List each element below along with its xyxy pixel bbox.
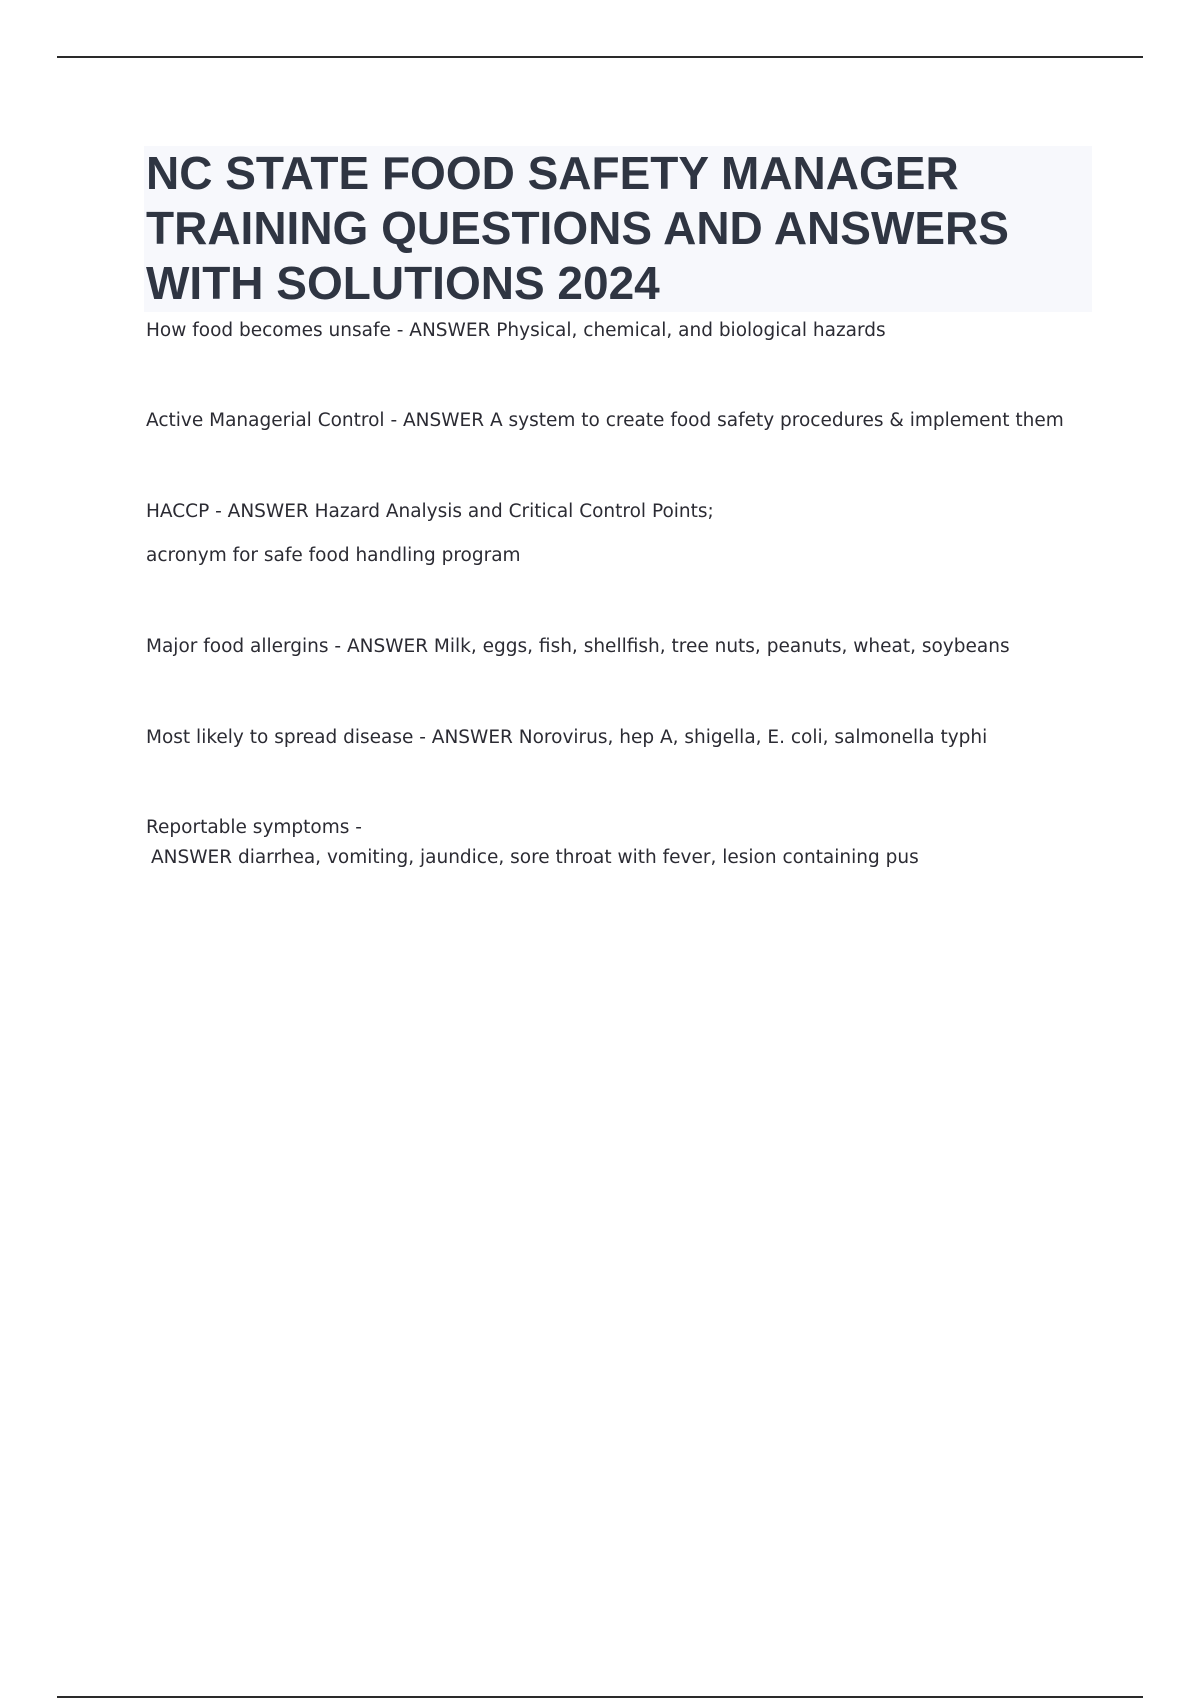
top-rule xyxy=(57,56,1143,58)
qa-text: Reportable symptoms - xyxy=(146,817,362,838)
qa-entry xyxy=(146,316,886,346)
qa-entry xyxy=(146,497,714,571)
qa-text: How food becomes unsafe - ANSWER Physical, chemical, and biological hazards xyxy=(146,320,886,341)
title-line: NC STATE FOOD SAFETY MANAGER xyxy=(146,147,959,199)
qa-text: Major food allergins - ANSWER Milk, eggs, fish, shellfish, tree nuts, peanuts, wheat, soybeans xyxy=(146,636,1010,657)
title-block xyxy=(144,146,1092,312)
qa-text: HACCP - ANSWER Hazard Analysis and Critical Control Points; xyxy=(146,501,714,522)
qa-entry xyxy=(146,406,1064,436)
qa-text-continued: ANSWER diarrhea, vomiting, jaundice, sore throat with fever, lesion containing pus xyxy=(151,847,919,868)
qa-text: Most likely to spread disease - ANSWER Norovirus, hep A, shigella, E. coli, salmonella typhi xyxy=(146,727,988,748)
document-title xyxy=(144,146,1092,311)
qa-text: Active Managerial Control - ANSWER A system to create food safety procedures & implement them xyxy=(146,410,1064,431)
bottom-rule xyxy=(57,1696,1143,1698)
qa-entry xyxy=(146,813,919,873)
title-line: TRAINING QUESTIONS AND ANSWERS xyxy=(146,202,1009,254)
title-line: WITH SOLUTIONS 2024 xyxy=(146,257,660,309)
qa-text-continued: acronym for safe food handling program xyxy=(146,545,521,566)
qa-entry xyxy=(146,723,987,753)
qa-entry xyxy=(146,632,1010,662)
